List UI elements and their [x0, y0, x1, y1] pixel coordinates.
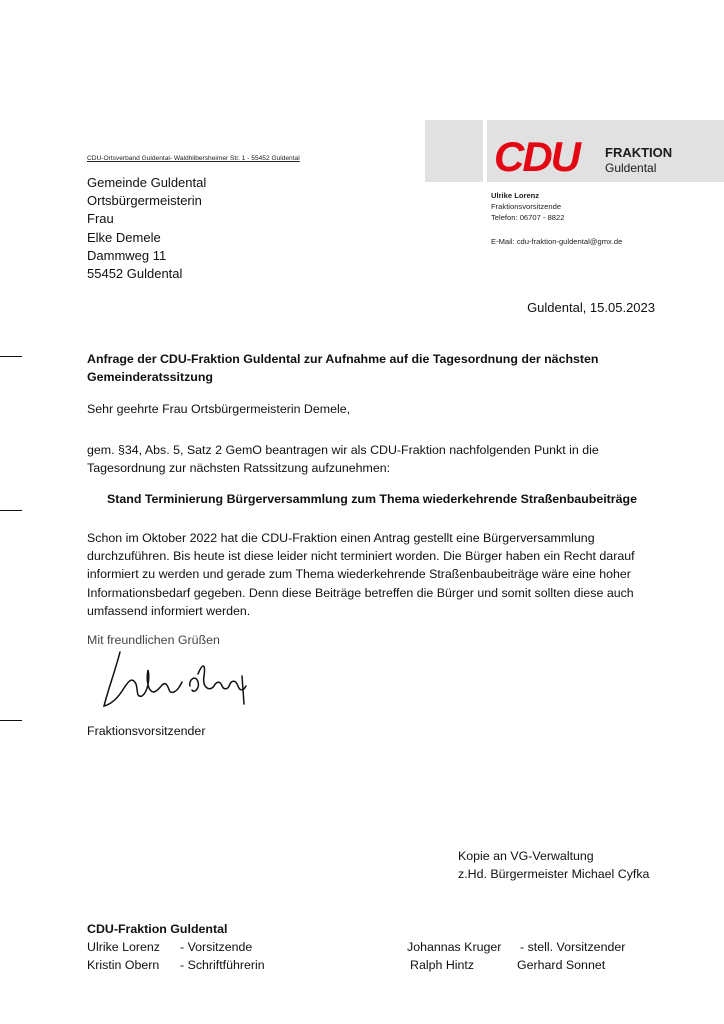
letter-date: Guldental, 15.05.2023 — [527, 300, 655, 315]
address-line: Elke Demele — [87, 229, 161, 245]
letter-subject: Anfrage der CDU-Fraktion Guldental zur Aufnahme auf die Tagesordnung der nächsten Gemeinderatssitzung — [87, 352, 599, 384]
sender-return-address: CDU-Ortsverband Guldental- Waldhilbersheimer Str. 1 - 55452 Guldental — [87, 155, 300, 162]
address-line: Dammweg 11 — [87, 247, 167, 263]
footer-member-role: - stell. Vorsitzender — [520, 940, 626, 954]
address-line: Ortsbürgermeisterin — [87, 193, 202, 209]
logo-place-label: Guldental — [605, 161, 657, 175]
footer-member-name: Johannas Kruger — [407, 940, 502, 954]
contact-role: Fraktionsvorsitzende — [491, 202, 562, 211]
address-line: Frau — [87, 211, 114, 227]
address-line: 55452 Guldental — [87, 266, 183, 282]
signature-title: Fraktionsvorsitzender — [87, 724, 206, 738]
footer-member-name: Gerhard Sonnet — [517, 958, 606, 972]
agenda-topic-text: Stand Terminierung Bürgerversammlung zum Thema wiederkehrende Straßenbaubeiträge — [107, 492, 637, 506]
contact-block — [491, 190, 622, 247]
contact-name: Ulrike Lorenz — [491, 191, 540, 200]
address-line: Gemeinde Guldental — [87, 175, 207, 190]
fold-mark — [0, 720, 22, 721]
copy-line: Kopie an VG-Verwaltung — [458, 849, 594, 863]
copy-recipient — [458, 847, 649, 883]
letter-intro: gem. §34, Abs. 5, Satz 2 GemO beantragen wir als CDU-Fraktion nachfolgenden Punkt in die Tagesordnung zur nächsten Ratssitzung aufzunehmen: — [87, 443, 599, 475]
footer-member-name: Kristin Obern — [87, 958, 160, 972]
letter-closing: Mit freundlichen Grüßen — [87, 633, 220, 647]
contact-phone: Telefon: 06707 - 8822 — [491, 213, 565, 222]
footer-title: CDU-Fraktion Guldental — [87, 922, 228, 936]
fold-mark — [0, 356, 22, 357]
agenda-topic — [0, 492, 724, 506]
logo-fraktion-label: FRAKTION — [605, 145, 673, 160]
contact-email: E-Mail: cdu-fraktion-guldental@gmx.de — [491, 237, 623, 246]
footer-member-role: - Schriftführerin — [180, 958, 265, 972]
footer-member-role: - Vorsitzende — [180, 940, 253, 954]
footer-member-name: Ralph Hintz — [410, 958, 475, 972]
handwritten-signature — [98, 648, 258, 710]
footer-member-name: Ulrike Lorenz — [87, 940, 160, 954]
copy-line: z.Hd. Bürgermeister Michael Cyfka — [458, 867, 650, 881]
letter-greeting: Sehr geehrte Frau Ortsbürgermeisterin Demele, — [87, 402, 351, 416]
letter-body: Schon im Oktober 2022 hat die CDU-Fraktion einen Antrag gestellt eine Bürgerversammlung durchzuführen. Bis heute ist diese leider nicht terminiert worden. Die Bürger haben ein Recht darauf informiert zu werden und gerade zum Thema wiederkehrende Straßenbaubeiträge wäre eine hoher Informationsbedarf gegeben. Denn diese Beiträge betreffen die Bürger und somit sollten diese auch umfassend informiert werden. — [87, 531, 635, 618]
fold-mark — [0, 510, 22, 511]
cdu-logo-wordmark: CDU — [494, 133, 579, 180]
recipient-address — [87, 174, 206, 283]
